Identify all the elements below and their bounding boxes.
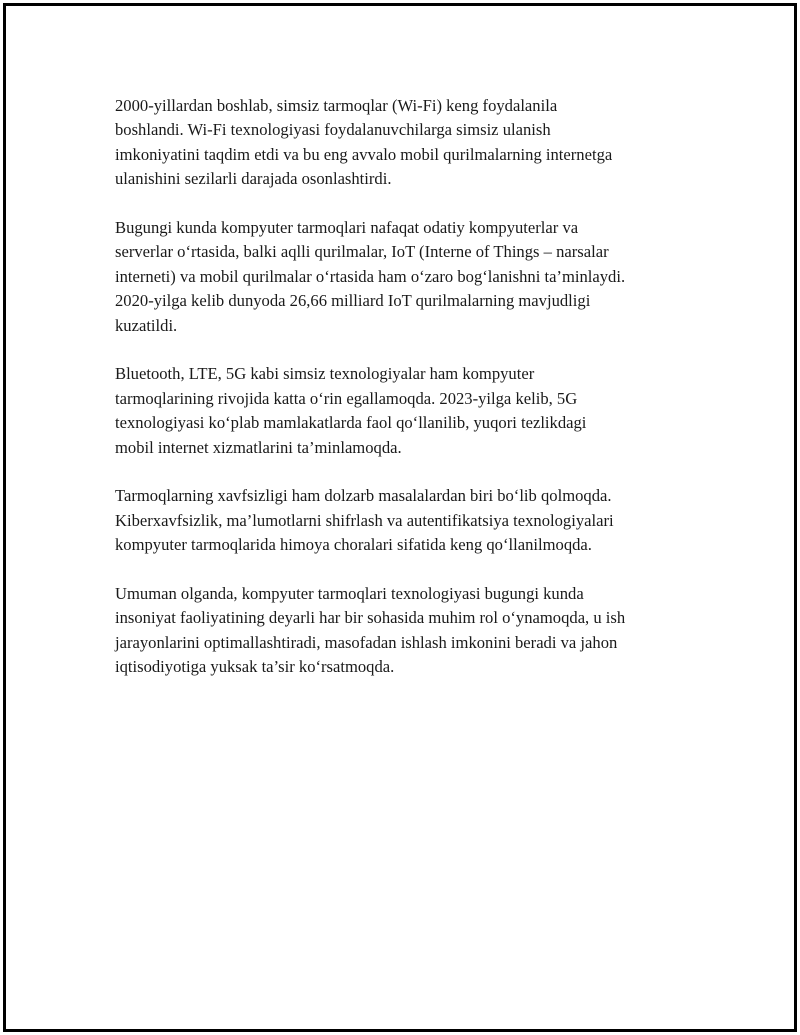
text-line: interneti) va mobil qurilmalar o‘rtasida ham o‘zaro bog‘lanishni ta’minlaydi. [115,266,626,286]
text-line: insoniyat faoliyatining deyarli har bir sohasida muhim rol o‘ynamoqda, u ish [115,608,626,628]
text-line: kuzatildi. [115,315,178,335]
text-line: ulanishini sezilarli darajada osonlashtirdi. [115,169,392,189]
text-line: Bluetooth, LTE, 5G kabi simsiz texnologiyalar ham kompyuter [115,364,535,384]
text-line: Tarmoqlarning xavfsizligi ham dolzarb masalalardan biri bo‘lib qolmoqda. [115,486,612,506]
text-line: Kiberxavfsizlik, ma’lumotlarni shifrlash va autentifikatsiya texnologiyalari [115,510,614,530]
text-line: boshlandi. Wi-Fi texnologiyasi foydalanuvchilarga simsiz ulanish [115,120,551,140]
text-line: mobil internet xizmatlarini ta’minlamoqda. [115,437,402,457]
paragraph-wireless [115,362,685,460]
document-body [115,94,685,704]
text-line: jarayonlarini optimallashtiradi, masofadan ishlash imkonini beradi va jahon [115,632,618,652]
paragraph-conclusion [115,582,685,680]
text-line: iqtisodiyotiga yuksak ta’sir ko‘rsatmoqda. [115,657,395,677]
text-line: texnologiyasi ko‘plab mamlakatlarda faol qo‘llanilib, yuqori tezlikdagi [115,413,587,433]
text-line: Bugungi kunda kompyuter tarmoqlari nafaqat odatiy kompyuterlar va [115,218,579,238]
text-line: serverlar o‘rtasida, balki aqlli qurilmalar, IoT (Interne of Things – narsalar [115,242,609,262]
paragraph-iot [115,216,685,338]
paragraph-wifi [115,94,685,192]
text-line: 2000-yillardan boshlab, simsiz tarmoqlar (Wi-Fi) keng foydalanila [115,96,558,115]
text-line: kompyuter tarmoqlarida himoya choralari sifatida keng qo‘llanilmoqda. [115,535,592,555]
paragraph-security [115,484,685,557]
text-line: 2020-yilga kelib dunyoda 26,66 milliard IoT qurilmalarning mavjudligi [115,291,591,311]
text-line: tarmoqlarining rivojida katta o‘rin egallamoqda. 2023-yilga kelib, 5G [115,388,578,408]
text-line: imkoniyatini taqdim etdi va bu eng avvalo mobil qurilmalarning internetga [115,144,613,164]
text-line: Umuman olganda, kompyuter tarmoqlari texnologiyasi bugungi kunda [115,584,584,604]
